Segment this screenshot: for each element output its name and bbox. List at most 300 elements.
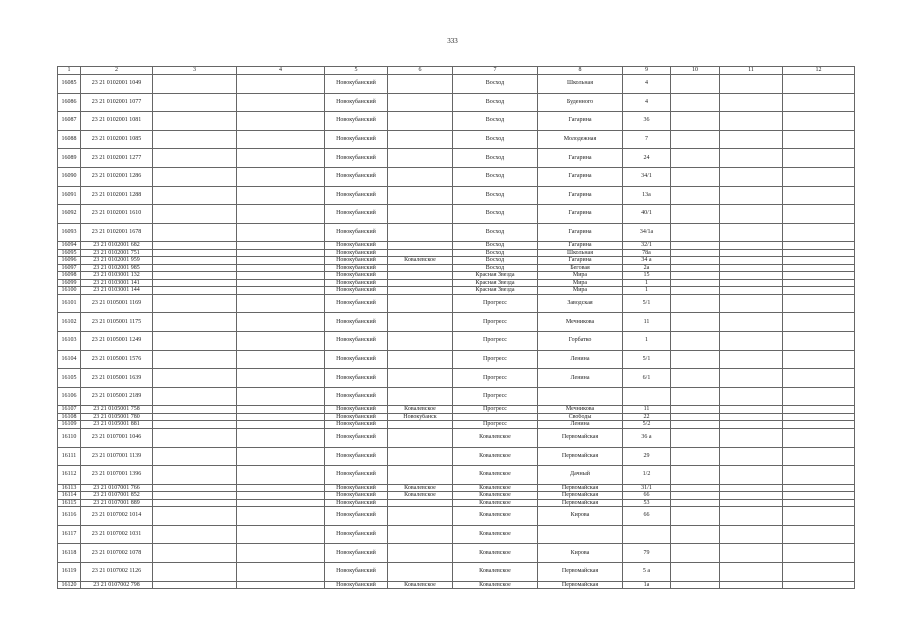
table-cell: 22 [623,413,671,421]
table-cell [671,294,720,313]
table-cell: Новокубанский [325,257,388,265]
table-cell: Мира [538,272,623,280]
registry-table [57,66,855,589]
table-row [58,387,855,406]
table-cell [783,112,855,131]
table-cell: Школьная [538,249,623,257]
table-cell: Восход [453,257,538,265]
table-cell [671,272,720,280]
table-cell: 16086 [58,93,81,112]
table-cell: 16113 [58,484,81,492]
table-row [58,421,855,429]
table-cell [237,492,325,500]
table-cell [153,186,237,205]
table-cell [671,413,720,421]
table-cell: 16090 [58,167,81,186]
table-cell [720,406,783,414]
table-cell [237,279,325,287]
table-cell [237,484,325,492]
table-cell [783,279,855,287]
table-cell: Свободы [538,413,623,421]
table-cell: Новокубанский [325,484,388,492]
table-cell [237,525,325,544]
table-cell [783,205,855,224]
table-cell [153,257,237,265]
table-cell [671,249,720,257]
table-row [58,287,855,295]
table-cell: Новокубанский [325,205,388,224]
table-cell [783,484,855,492]
table-cell: Новокубанский [325,447,388,466]
table-row [58,525,855,544]
table-cell [388,264,453,272]
table-cell: 40/1 [623,205,671,224]
table-cell [388,562,453,581]
table-cell [388,186,453,205]
table-cell [388,447,453,466]
table-cell [237,562,325,581]
table-cell: Ленина [538,369,623,388]
table-cell: 23 21 0102001 959 [81,257,153,265]
table-cell [783,421,855,429]
table-cell [783,75,855,94]
table-cell: Ковалевское [453,466,538,485]
table-row [58,581,855,589]
table-row [58,93,855,112]
table-cell [388,249,453,257]
table-cell: Первомайская [538,581,623,589]
table-cell: 23 21 0102001 985 [81,264,153,272]
table-cell [237,186,325,205]
table-cell: 23 21 0105001 1169 [81,294,153,313]
table-cell: 16085 [58,75,81,94]
table-cell: 15 [623,272,671,280]
table-cell: 34/1а [623,223,671,242]
table-cell: Новокубанский [325,413,388,421]
column-header: 12 [783,67,855,75]
column-header: 1 [58,67,81,75]
table-cell [671,544,720,563]
table-cell: 16107 [58,406,81,414]
table-cell: 23 21 0103001 141 [81,279,153,287]
table-cell: 23 21 0105001 1576 [81,350,153,369]
table-cell [671,112,720,131]
table-cell [671,562,720,581]
table-row [58,313,855,332]
table-cell: Восход [453,93,538,112]
table-cell [671,421,720,429]
table-row [58,75,855,94]
table-cell [671,350,720,369]
table-cell [153,264,237,272]
table-cell: 31/1 [623,484,671,492]
table-cell: Мира [538,279,623,287]
table-cell: 1/2 [623,466,671,485]
table-cell [671,332,720,351]
table-cell: Восход [453,249,538,257]
table-cell: Ковалевское [453,447,538,466]
table-cell [671,75,720,94]
table-cell [720,525,783,544]
table-cell [671,257,720,265]
table-cell: Новокубанский [325,492,388,500]
table-row [58,242,855,250]
table-cell: Горбатко [538,332,623,351]
table-cell [720,499,783,507]
table-row [58,484,855,492]
table-cell [153,287,237,295]
table-cell: Новокубанский [325,294,388,313]
table-cell: Гагарина [538,167,623,186]
table-cell [783,492,855,500]
table-cell: Прогресс [453,421,538,429]
table-cell [720,205,783,224]
table-cell: 23 21 0105001 2189 [81,387,153,406]
table-cell [153,492,237,500]
table-cell [783,93,855,112]
table-cell [153,387,237,406]
table-cell: Ковалевское [388,492,453,500]
table-cell: 23 21 0103001 144 [81,287,153,295]
table-cell [783,413,855,421]
table-row [58,167,855,186]
table-cell [720,507,783,526]
table-cell: Прогресс [453,350,538,369]
table-cell [720,544,783,563]
table-cell [237,313,325,332]
table-cell [671,223,720,242]
table-row [58,332,855,351]
table-cell [153,562,237,581]
table-cell [671,130,720,149]
table-cell: 16109 [58,421,81,429]
table-cell: 23 21 0102001 1277 [81,149,153,168]
table-cell: Гагарина [538,223,623,242]
table-cell [671,507,720,526]
table-cell: Кирова [538,544,623,563]
table-cell [623,387,671,406]
table-cell: Молодежная [538,130,623,149]
table-cell: 23 21 0107001 1046 [81,428,153,447]
column-header: 10 [671,67,720,75]
table-cell: Прогресс [453,406,538,414]
table-cell [720,279,783,287]
table-cell: Первомайская [538,428,623,447]
table-cell [538,525,623,544]
table-cell: 16095 [58,249,81,257]
table-cell: 23 21 0105001 780 [81,413,153,421]
table-cell [237,264,325,272]
table-cell [237,242,325,250]
table-cell: 23 21 0102001 1610 [81,205,153,224]
table-cell: Прогресс [453,313,538,332]
table-cell: 24 [623,149,671,168]
table-cell [783,544,855,563]
table-cell [237,272,325,280]
table-cell [783,249,855,257]
table-cell: 78а [623,249,671,257]
table-cell [720,562,783,581]
table-row [58,130,855,149]
table-cell: Беговая [538,264,623,272]
column-header: 6 [388,67,453,75]
table-cell [388,332,453,351]
table-cell [388,167,453,186]
table-cell: 16105 [58,369,81,388]
table-cell [237,447,325,466]
table-cell [720,223,783,242]
table-row [58,272,855,280]
table-cell [388,149,453,168]
table-cell [720,75,783,94]
table-cell [153,93,237,112]
table-cell: Ковалевское [388,484,453,492]
table-cell: 16097 [58,264,81,272]
table-cell [720,167,783,186]
table-cell [720,313,783,332]
table-cell: 16098 [58,272,81,280]
table-cell [720,581,783,589]
table-row [58,507,855,526]
table-cell: 23 21 0107002 798 [81,581,153,589]
table-cell: 16087 [58,112,81,131]
table-cell [720,93,783,112]
table-cell: 16093 [58,223,81,242]
table-cell: 23 21 0107002 1126 [81,562,153,581]
table-cell [237,294,325,313]
table-cell [388,279,453,287]
table-cell: Красная Звезда [453,287,538,295]
table-cell [388,287,453,295]
table-cell [720,466,783,485]
table-cell [720,447,783,466]
table-cell: 4 [623,75,671,94]
table-cell [237,387,325,406]
table-cell [388,93,453,112]
table-cell [388,428,453,447]
table-cell [623,525,671,544]
table-cell [153,75,237,94]
table-cell: 29 [623,447,671,466]
table-cell: 16101 [58,294,81,313]
table-cell [720,272,783,280]
table-cell: Ковалевское [453,544,538,563]
table-cell: 23 21 0107002 1014 [81,507,153,526]
table-row [58,544,855,563]
table-cell: 23 21 0107002 1078 [81,544,153,563]
table-cell [671,428,720,447]
table-cell: 16091 [58,186,81,205]
table-cell: 23 21 0102001 1085 [81,130,153,149]
table-cell [153,112,237,131]
page-number: 333 [447,37,458,45]
table-cell [671,466,720,485]
table-row [58,186,855,205]
table-cell [783,369,855,388]
table-cell: Новокубанский [325,499,388,507]
table-cell [783,223,855,242]
table-cell: 1 [623,279,671,287]
table-cell [538,387,623,406]
table-cell: Восход [453,264,538,272]
table-cell: 34 а [623,257,671,265]
table-cell [388,499,453,507]
table-cell: Гагарина [538,242,623,250]
table-cell: Восход [453,75,538,94]
table-cell: 4 [623,93,671,112]
table-cell [153,313,237,332]
table-cell [237,249,325,257]
table-cell [783,406,855,414]
table-cell [720,484,783,492]
table-cell: Мечникова [538,313,623,332]
table-cell: 23 21 0105001 758 [81,406,153,414]
table-cell: 53 [623,499,671,507]
table-cell [388,75,453,94]
table-cell [720,112,783,131]
table-cell [720,264,783,272]
table-cell: Ковалевское [453,562,538,581]
table-cell: Ленина [538,350,623,369]
table-cell [237,149,325,168]
table-cell: 13а [623,186,671,205]
table-cell [671,93,720,112]
table-row [58,249,855,257]
table-cell [237,205,325,224]
table-cell: 16118 [58,544,81,563]
table-cell: Новокубанский [325,525,388,544]
table-row [58,149,855,168]
table-cell [783,350,855,369]
table-cell [783,313,855,332]
table-cell [388,223,453,242]
table-cell [720,369,783,388]
table-cell [388,313,453,332]
table-cell [153,466,237,485]
table-cell [237,93,325,112]
table-cell: 23 21 0105001 1175 [81,313,153,332]
table-cell [153,332,237,351]
table-cell: Первомайская [538,484,623,492]
table-cell [153,525,237,544]
table-cell [671,447,720,466]
table-cell [671,287,720,295]
table-cell [153,279,237,287]
table-cell: 23 21 0103001 132 [81,272,153,280]
table-cell [153,581,237,589]
column-header: 11 [720,67,783,75]
table-cell [720,387,783,406]
table-cell [237,581,325,589]
table-cell: 16104 [58,350,81,369]
table-cell [720,492,783,500]
table-cell: 23 21 0102001 1077 [81,93,153,112]
table-cell: Ковалевское [453,499,538,507]
table-cell [237,406,325,414]
table-cell [783,562,855,581]
table-cell [783,466,855,485]
table-row [58,466,855,485]
table-cell: Гагарина [538,112,623,131]
table-cell: Восход [453,167,538,186]
table-cell [237,544,325,563]
table-cell: 16099 [58,279,81,287]
column-header: 3 [153,67,237,75]
table-cell [671,484,720,492]
table-cell [783,186,855,205]
table-cell [153,447,237,466]
table-cell: 11 [623,406,671,414]
table-cell [720,350,783,369]
table-cell [237,428,325,447]
table-cell: Заводская [538,294,623,313]
table-cell: 16092 [58,205,81,224]
table-cell [783,499,855,507]
table-cell [153,272,237,280]
table-cell: 16108 [58,413,81,421]
table-cell: Прогресс [453,387,538,406]
table-cell [388,272,453,280]
table-cell [237,130,325,149]
table-cell: 16088 [58,130,81,149]
table-cell [720,332,783,351]
table-cell: 16096 [58,257,81,265]
table-cell [388,242,453,250]
table-cell [783,387,855,406]
table-cell [237,466,325,485]
table-cell: Новокубанский [325,149,388,168]
table-cell: 16100 [58,287,81,295]
table-cell [671,369,720,388]
table-row [58,413,855,421]
table-cell: Ковалевское [453,581,538,589]
table-cell: Новокубанский [325,313,388,332]
table-cell: 2а [623,264,671,272]
table-cell: Новокубанский [325,130,388,149]
table-cell: Восход [453,223,538,242]
column-header: 4 [237,67,325,75]
table-cell [153,369,237,388]
table-cell: Новокубанский [325,167,388,186]
table-cell: Ковалевское [453,525,538,544]
table-row [58,562,855,581]
table-cell: 16111 [58,447,81,466]
table-cell [153,507,237,526]
table-cell [388,369,453,388]
table-cell: 23 21 0105001 1639 [81,369,153,388]
table-cell [153,406,237,414]
table-cell: 32/1 [623,242,671,250]
table-cell [720,294,783,313]
table-cell: Красная Звезда [453,279,538,287]
table-cell: Новокубанский [325,287,388,295]
table-cell [671,525,720,544]
table-cell: Красная Звезда [453,272,538,280]
table-cell: Прогресс [453,369,538,388]
table-cell [720,130,783,149]
table-cell: Прогресс [453,294,538,313]
table-cell: 5 а [623,562,671,581]
table-cell [237,75,325,94]
table-cell [153,421,237,429]
table-cell: 66 [623,507,671,526]
table-cell [237,350,325,369]
table-cell: Новокубанский [325,112,388,131]
table-cell: 6/1 [623,369,671,388]
table-cell: Ковалевское [453,492,538,500]
table-cell [783,257,855,265]
table-cell [237,257,325,265]
